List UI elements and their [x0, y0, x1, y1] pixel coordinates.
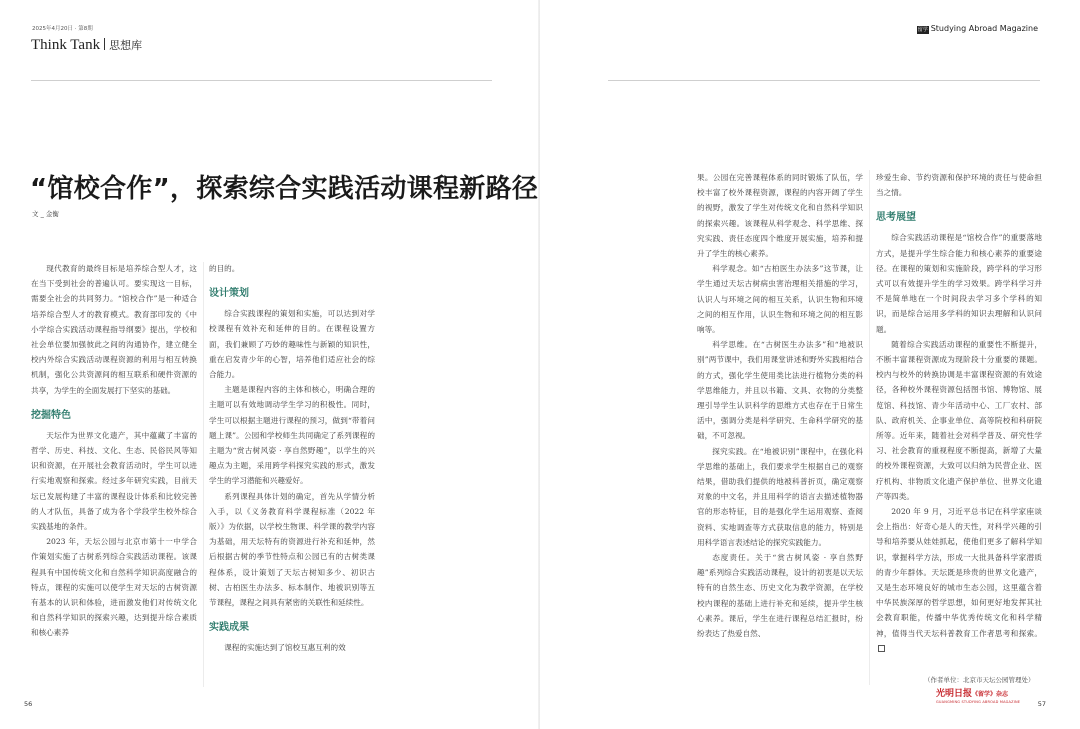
paragraph: 现代教育的最终目标是培养综合型人才，这在当下受到社会的普遍认可。要实现这一目标，需要全社会的共同努力。“馆校合作”是一种适合培养综合型人才的教育模式。教育部印发的《中小学综合实践活动课程指导纲要》提出，学校和社会单位要加强彼此之间的沟通协作，建立健全校内外综合实践活动课程资源的利用与相互转换机制，强化公共资源间的相互联系和硬件资源的共享，为学生的全面发展打下坚实的基础。 [31, 264, 197, 395]
header-rule-left [31, 80, 492, 81]
column-divider [869, 170, 870, 685]
column-2 [209, 261, 375, 689]
paragraph: 探究实践。在“地被识别”课程中，在强化科学思维的基础上，我们要求学生根据自己的观察结果，借助我们提供的地被科普折页，确定观察对象的中文名，并且用科学的语言去描述植物器官的形态特征，目的是强化学生运用观察、查阅资料、实地调查等方式获取信息的能力，特别是用科学语言表述结论的探究实践能力。 [697, 446, 863, 547]
section-heading: 思考展望 [876, 212, 916, 224]
paragraph: 天坛作为世界文化遗产，其中蕴藏了丰富的哲学、历史、科技、文化、生态、民俗民风等知识和资源，在开展社会教育活动时，学生可以进行实地观察和探索。经过多年研究实践，目前天坛已发展构建了丰富的课程设计体系和比较完善的人才队伍，具备了成为各个学段学生校外综合实践基地的条件。 [31, 430, 197, 532]
issue-date: 2025年4月20日 · 第8期 [32, 26, 93, 32]
paragraph: 果。公园在完善课程体系的同时锻炼了队伍，学校丰富了校外课程资源，课程的内容开阔了学生的视野，激发了学生对传统文化和自然科学知识的探索兴趣。该课程从科学观念、科学思维、探究实践、责任态度四个维度开展实施，培养和提升了学生的核心素养。 [697, 173, 863, 259]
magazine-name: Studying Abroad Magazine [930, 24, 1038, 33]
magazine-logo-icon: 留学 [917, 27, 928, 33]
paragraph: 珍爱生命、节约资源和保护环境的责任与使命担当之情。 [876, 173, 1042, 198]
paragraph: 的目的。 [209, 264, 240, 273]
paragraph: 主题是课程内容的主体和核心，明确合理的主题可以有效地调动学生学习的积极性。同时，学生可以根据主题进行课程的预习，做到“带着问题上课”。公园和学校师生共同确定了系列课程的主题为“赏古树风姿 · 享自然野趣”，以学生的兴趣点为主题，采用跨学科探究实践的形式，激发学生的学习潜能和兴趣爱好。 [209, 385, 375, 486]
paragraph: 2023 年，天坛公园与北京市第十一中学合作策划实施了古树系列综合实践活动课程。该课程具有中国传统文化和自然科学知识高度融合的特点，课程的实施可以使学生对天坛的古树资源有基本的认识和体验，进而激发他们对传统文化和自然科学知识的探索兴趣，达到提升综合素质和核心素养 [31, 537, 197, 638]
page-number-right: 57 [1037, 700, 1046, 708]
paragraph: 态度责任。关于“赏古树风姿 · 享自然野趣”系列综合实践活动课程，设计的初衷是以天坛特有的自然生态、历史文化为教学资源，在学校校内课程的基础上进行补充和延续，提升学生核心素养。课后，学生在进行课程总结汇报时，纷纷表达了热爱自然、 [697, 553, 863, 639]
paragraph: 科学思维。在“古树医生办法多”和“地被识别”两节课中，我们用课堂讲述和野外实践相结合的方式，强化学生使用类比法进行植物分类的科学思维能力，并且以书籍、文具、衣物的分类整理引导学生认识科学的思维方式也存在于日常生活中，强调分类是科学研究、生命科学研究的基础，不可忽视。 [697, 340, 863, 441]
paragraph-text: 2020 年 9 月，习近平总书记在科学家座谈会上指出：好奇心是人的天性，对科学兴趣的引导和培养要从娃娃抓起，使他们更多了解科学知识，掌握科学方法，形成一大批具备科学家潜质的青少年群体。天坛既是珍贵的世界文化遗产，又是生态环境良好的城市生态公园，这里蕴含着中华民族深厚的哲学思想，如何更好地发挥其社会教育职能，传播中华优秀传统文化和科学精神，值得当代天坛科普教育工作者思考和探索。 [876, 507, 1042, 638]
section-separator [104, 38, 105, 50]
paragraph: 课程的实施达到了馆校互惠互利的效 [224, 643, 346, 653]
magazine-header [917, 24, 1038, 34]
brand-name: 《留学》杂志 [972, 691, 1009, 698]
section-title [31, 37, 142, 54]
footer-brand [936, 686, 1008, 699]
column-1 [31, 261, 197, 689]
article-byline: 文 _ 金衡 [32, 210, 59, 218]
paragraph: 随着综合实践活动课程的重要性不断提升，不断丰富课程资源成为现阶段十分重要的课题。校内与校外的转换协调是丰富课程资源的有效途径，各种校外课程资源包括图书馆、博物馆、展览馆、科技馆、青少年活动中心、工厂农村、部队、政府机关、企事业单位、高等院校和科研院所等。近年来，随着社会对科学普及、研究性学习、社会教育的重视程度不断提高，新增了大量的校外课程资源，大致可以归纳为民营企业、医疗机构、非物质文化遗产保护单位、世界文化遗产等四类。 [876, 339, 1042, 501]
column-divider [203, 262, 204, 687]
author-affiliation: （作者单位：北京市天坛公园管理处） [924, 676, 1035, 684]
paragraph: 综合实践课程的策划和实施，可以达到对学校课程有效补充和延伸的目的。在课程设置方面，我们兼顾了巧妙的趣味性与新颖的知识性，重在启发青少年的心智，培养他们适应社会的综合能力。 [209, 309, 375, 380]
page-number-left: 56 [24, 700, 33, 708]
paragraph: 综合实践活动课程是“馆校合作”的重要落地方式，是提升学生综合能力和核心素养的重要途径。在课程的策划和实施阶段，跨学科的学习形式可以有效提升学生的学习效果。跨学科学习并不是简单地在一个时间段去学习多个学科的知识，而是综合运用多学科的知识去理解和认识问题。 [876, 233, 1042, 334]
header-rule-right [608, 80, 1040, 81]
section-title-cn: 思想库 [109, 39, 143, 52]
footer-brand-sub: GUANGMING STUDYING ABROAD MAGAZINE [936, 700, 1021, 704]
section-title-en: Think Tank [31, 37, 101, 53]
column-3 [697, 170, 863, 690]
section-heading: 挖掘特色 [31, 409, 71, 421]
end-mark-icon [878, 645, 885, 652]
paragraph: 系列课程具体计划的确定，首先从学情分析入手，以《义务教育科学课程标准（2022 年版）》为依据，以学校生物课、科学课的教学内容为基础，用天坛特有的资源进行补充和延伸，然后根据古树的季节性特点和公园已有的古树类课程体系，设计策划了天坛古树知多少、初识古树、古柏医生办法多、标本制作、地被识别等五节课程，课程之间具有紧密的关联性和延续性。 [209, 491, 375, 608]
paragraph: 科学观念。如“古柏医生办法多”这节课，让学生通过天坛古树病虫害治理相关措施的学习，认识人与环境之间的相互关系，认识生物和环境之间的相互作用，认识生物和环境之间的相互影响等。 [697, 264, 863, 335]
column-4 [876, 170, 1042, 690]
article-title: “馆校合作”，探索综合实践活动课程新路径 [30, 174, 539, 204]
section-heading: 实践成果 [209, 622, 249, 634]
section-heading: 设计策划 [209, 288, 249, 300]
brand-prefix: 光明日报 [936, 689, 973, 699]
paragraph [876, 504, 1042, 656]
